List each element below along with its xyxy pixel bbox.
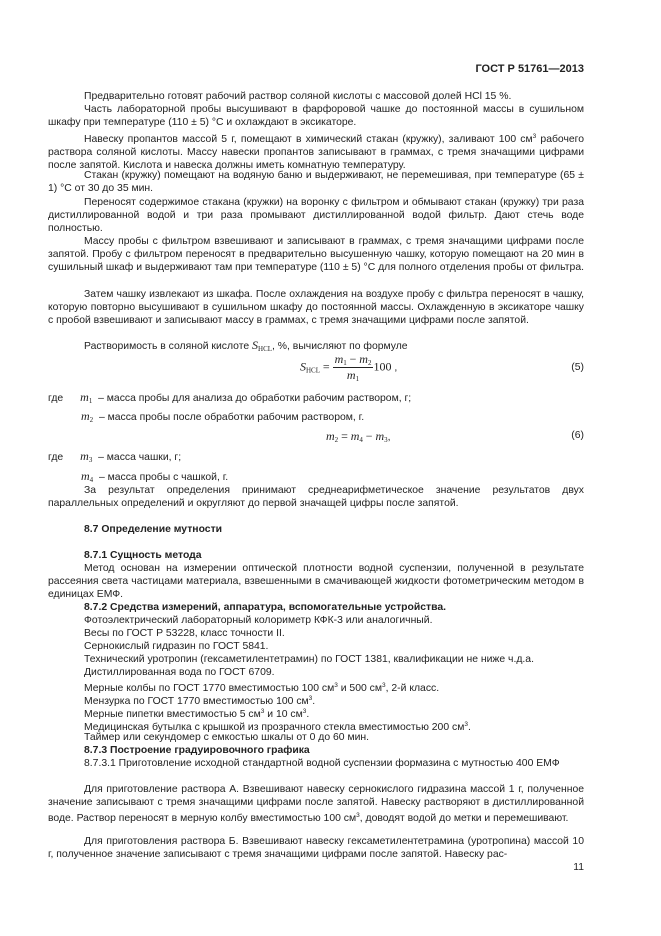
equipment-item: Технический уротропин (гексаметилентетрамин) по ГОСТ 1381, квалификации не ниже ч.д.а. bbox=[84, 654, 534, 665]
text: Мерные колбы по ГОСТ 1770 вместимостью 100 см bbox=[84, 683, 335, 694]
definition-text: – масса пробы с чашкой, г. bbox=[98, 472, 229, 483]
subscript: 2 bbox=[89, 416, 94, 424]
equation-number: (6) bbox=[571, 430, 584, 441]
subscript: 3 bbox=[88, 456, 93, 464]
section-heading: 8.7.1 Сущность метода bbox=[84, 550, 202, 561]
formula-5: $S_{HCL}$ = $\frac{m_1 - m_2}{m_1}$ 100 , bbox=[300, 352, 398, 383]
text: . bbox=[312, 696, 316, 707]
formula-6: $m_2 = m_4 - m_3$, bbox=[326, 429, 391, 444]
subscript: 4 bbox=[359, 436, 363, 444]
superscript: 3 bbox=[381, 682, 386, 689]
definition bbox=[81, 469, 228, 484]
math-symbol: m bbox=[346, 368, 356, 382]
subscript: HCL bbox=[258, 345, 273, 353]
text: и 10 см bbox=[264, 709, 303, 720]
superscript: 3 bbox=[302, 708, 307, 715]
definition-text: – масса чашки, г; bbox=[98, 452, 182, 463]
math-symbol: m bbox=[81, 409, 90, 423]
text: Растворимость в соляной кислоте bbox=[84, 341, 253, 352]
equation-number: (5) bbox=[571, 362, 584, 373]
text: . bbox=[306, 709, 310, 720]
paragraph: Массу пробы с фильтром взвешивают и записывают в граммах, с тремя значащими цифрами после запятой. Пробу с фильтром переносят в предварительно высушенную чашку, которую помещают на 20 мин в сушильный шкаф и выдерживают там при температуре (110 ± 5) °С для полного отделения пробы от фильтра. bbox=[48, 236, 584, 273]
equipment-item: Весы по ГОСТ Р 53228, класс точности II. bbox=[84, 628, 285, 639]
text: рабочего раствора соляной кислоты. Массу навески пропантов записывают в граммах, с тремя значащими цифрами после запятой. Кислота и навеска должны иметь комнатную температуру. bbox=[48, 134, 585, 171]
text: , доводят водой до метки и перемешивают. bbox=[359, 813, 569, 824]
math-symbol: m bbox=[80, 390, 89, 404]
number: 100 bbox=[373, 359, 392, 374]
text: Мерные пипетки вместимостью 5 см bbox=[84, 709, 261, 720]
section-heading: 8.7.2 Средства измерений, аппаратура, вспомогательные устройства. bbox=[84, 602, 447, 613]
superscript: 3 bbox=[532, 133, 537, 140]
section-heading: 8.7.3 Построение градуировочного графика bbox=[84, 745, 310, 756]
subscript: 1 bbox=[343, 359, 347, 367]
definition bbox=[48, 390, 411, 405]
equipment-item: Дистиллированная вода по ГОСТ 6709. bbox=[84, 667, 275, 678]
math-symbol: S bbox=[252, 338, 259, 352]
document-header: ГОСТ Р 51761—2013 bbox=[475, 63, 584, 75]
paragraph: Для приготовления раствора Б. Взвешивают навеску гексаметилентетрамина (уротропина) массой 10 г, полученное значение записывают с тремя значащими цифрами после запятой. Навеску рас- bbox=[48, 836, 584, 860]
subscript: 1 bbox=[88, 397, 93, 405]
math-symbol: m bbox=[375, 429, 385, 443]
paragraph: Переносят содержимое стакана (кружки) на воронку с фильтром и обмывают стакан (кружку) три раза дистиллированной водой и три раза промывают дистиллированной водой фильтр. Дают стечь воде полностью. bbox=[48, 197, 584, 234]
paragraph: Часть лабораторной пробы высушивают в фарфоровой чашке до постоянной массы в сушильном шкафу при температуре (110 ± 5) °С и охлаждают в эксикаторе. bbox=[48, 104, 584, 128]
math-symbol: m bbox=[334, 352, 344, 366]
text: и 500 см bbox=[337, 683, 382, 694]
equipment-item: Фотоэлектрический лабораторный колориметр КФК-3 или аналогичный. bbox=[84, 615, 433, 626]
paragraph: Затем чашку извлекают из шкафа. После охлаждения на воздухе пробу с фильтра переносят в чашку, которую повторно высушивают в сушильном шкафу до постоянной массы. Охлажденную в эксикаторе чашку с пробой взвешивают и записывают массу в граммах, с тремя значащими цифрами после запятой. bbox=[48, 289, 584, 326]
paragraph: Метод основан на измерении оптической плотности водной суспензии, полученной в результате рассеяния света частицами материала, взвешенными в смачивающей жидкости фотометрическим методом в единицах ЕМФ. bbox=[48, 563, 584, 600]
paragraph: За результат определения принимают среднеарифметическое значение результатов двух параллельных определений и округляют до первой значащей цифры после запятой. bbox=[48, 485, 584, 509]
superscript: 3 bbox=[356, 812, 360, 819]
where-label: где bbox=[48, 452, 64, 463]
paragraph: Стакан (кружку) помещают на водяную баню и выдерживают, не перемешивая, при температуре (65 ± 1) °С от 30 до 35 мин. bbox=[48, 170, 584, 194]
text: Навеску пропантов массой 5 г, помещают в химический стакан (кружку), заливают 100 см bbox=[84, 134, 533, 145]
paragraph: 8.7.3.1 Приготовление исходной стандартной водной суспензии формазина с мутностью 400 ЕМФ bbox=[84, 758, 560, 769]
paragraph: Предварительно готовят рабочий раствор соляной кислоты с массовой долей HCl 15 %. bbox=[84, 91, 512, 102]
minus: − bbox=[349, 352, 357, 366]
where-label: где bbox=[48, 393, 64, 404]
definition-text: – масса пробы для анализа до обработки рабочим раствором, г; bbox=[98, 393, 412, 404]
definition-text: – масса пробы после обработки рабочим раствором, г. bbox=[98, 412, 365, 423]
equals: = bbox=[322, 359, 330, 374]
text: , %, вычисляют по формуле bbox=[272, 341, 408, 352]
text: . bbox=[467, 722, 471, 733]
minus: − bbox=[365, 429, 373, 443]
equipment-item: Сернокислый гидразин по ГОСТ 5841. bbox=[84, 641, 269, 652]
math-symbol: m bbox=[81, 469, 90, 483]
math-symbol: S bbox=[300, 359, 306, 374]
subscript: HCL bbox=[306, 366, 320, 375]
fraction bbox=[333, 352, 374, 383]
equals: = bbox=[341, 429, 348, 443]
paragraph bbox=[48, 130, 584, 172]
subscript: 2 bbox=[367, 359, 372, 367]
equipment-item: Таймер или секундомер с емкостью шкалы от 0 до 60 мин. bbox=[84, 732, 370, 743]
math-symbol: m bbox=[359, 352, 368, 366]
text: Медицинская бутылка с крышкой из прозрачного стекла вместимостью 200 см bbox=[84, 722, 465, 733]
superscript: 3 bbox=[334, 682, 338, 689]
superscript: 3 bbox=[308, 695, 313, 702]
text: , 2-й класс. bbox=[385, 683, 440, 694]
math-symbol: m bbox=[326, 429, 335, 443]
subscript: 1 bbox=[355, 375, 360, 383]
subscript: 2 bbox=[334, 436, 339, 444]
math-symbol: m bbox=[80, 449, 89, 463]
superscript: 3 bbox=[464, 721, 468, 728]
definition bbox=[48, 449, 181, 464]
superscript: 3 bbox=[260, 708, 265, 715]
definition bbox=[81, 409, 364, 424]
subscript: 4 bbox=[89, 476, 94, 484]
text: Мензурка по ГОСТ 1770 вместимостью 100 см bbox=[84, 696, 309, 707]
subscript: 3 bbox=[384, 436, 388, 444]
page-number: 11 bbox=[573, 862, 584, 873]
paragraph bbox=[48, 783, 584, 825]
text: Для приготовление раствора А. Взвешивают навеску сернокислого гидразина массой 1 г, полученное значение записывают с тремя значащими цифрами после запятой. Навеску растворяют в дистиллированной воде. Раствор переносят в мерную колбу вместимостью 100 см bbox=[48, 784, 584, 824]
math-symbol: m bbox=[350, 429, 360, 443]
section-heading: 8.7 Определение мутности bbox=[84, 524, 223, 535]
